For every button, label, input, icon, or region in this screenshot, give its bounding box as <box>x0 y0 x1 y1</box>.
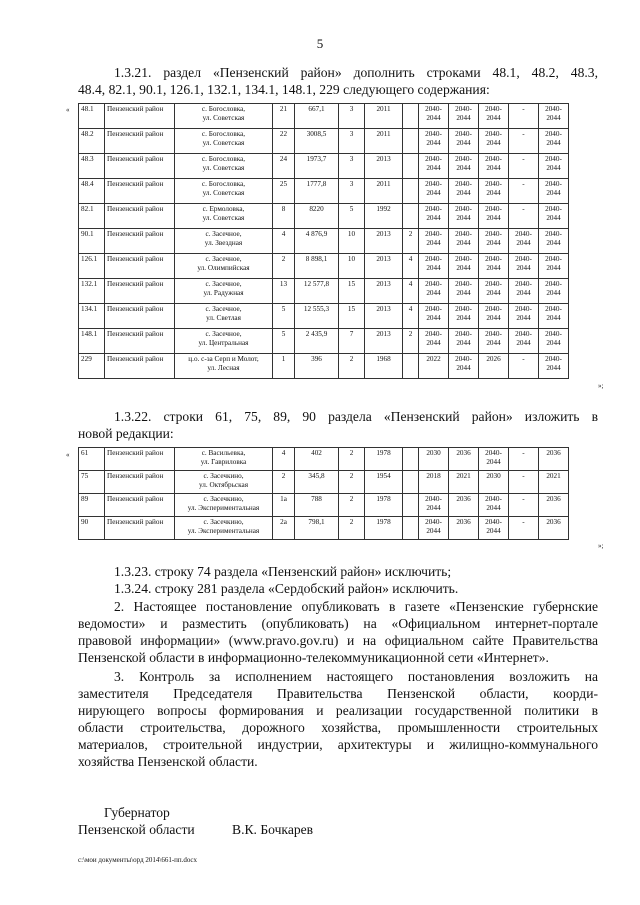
table-cell-year: 1992 <box>365 204 403 229</box>
table-cell-floors: 2 <box>339 517 365 540</box>
paragraph-1-3-24 <box>78 580 598 597</box>
address-line-1: с. Засечное, <box>205 305 242 313</box>
table-cell-district: Пензенский район <box>105 154 175 179</box>
paragraph-line: 3. Контроль за исполнением настоящего постановления возложить на <box>114 669 598 684</box>
table-cell-house: 24 <box>273 154 295 179</box>
table-cell-area: 396 <box>295 354 339 379</box>
table-cell-floors: 3 <box>339 179 365 204</box>
table-cell-house: 8 <box>273 204 295 229</box>
table-cell-p5: 2040-2044 <box>539 104 569 129</box>
table-cell-p1: 2040-2044 <box>419 517 449 540</box>
table-cell-district: Пензенский район <box>105 448 175 471</box>
table-cell-num: 82.1 <box>79 204 105 229</box>
table-cell-p2: 2040-2044 <box>449 104 479 129</box>
table-cell-num: 48.4 <box>79 179 105 204</box>
table-cell-floors: 2 <box>339 354 365 379</box>
table-cell-district: Пензенский район <box>105 494 175 517</box>
table-cell-area: 8 898,1 <box>295 254 339 279</box>
paragraph-line: хозяйства Пензенской области. <box>78 754 258 769</box>
table-cell-p1: 2040-2044 <box>419 229 449 254</box>
table-cell-year: 1968 <box>365 354 403 379</box>
table-cell-district: Пензенский район <box>105 179 175 204</box>
table-cell-p2: 2040-2044 <box>449 129 479 154</box>
table-cell-p1: 2040-2044 <box>419 254 449 279</box>
table-cell-p4: - <box>509 354 539 379</box>
table-cell-p5: 2021 <box>539 471 569 494</box>
table-cell-area: 788 <box>295 494 339 517</box>
table-cell-p4: 2040-2044 <box>509 229 539 254</box>
table-cell-p5: 2040-2044 <box>539 179 569 204</box>
table-close-quote: »; <box>598 542 604 550</box>
table-cell-num: 134.1 <box>79 304 105 329</box>
table-cell-p3: 2040-2044 <box>479 154 509 179</box>
table-cell-extra <box>403 104 419 129</box>
table-cell-p5: 2040-2044 <box>539 154 569 179</box>
table-cell-house: 1 <box>273 354 295 379</box>
table-open-quote: « <box>66 106 70 114</box>
table-cell-p1: 2040-2044 <box>419 329 449 354</box>
table-cell-p2: 2040-2044 <box>449 354 479 379</box>
table-cell-year: 2013 <box>365 279 403 304</box>
table-cell-year: 1978 <box>365 494 403 517</box>
table-row <box>79 179 569 204</box>
table-row <box>79 494 569 517</box>
table-cell-district: Пензенский район <box>105 279 175 304</box>
table-cell-p3: 2040-2044 <box>479 448 509 471</box>
table-cell-p5: 2036 <box>539 517 569 540</box>
table-cell-p5: 2036 <box>539 448 569 471</box>
table-cell-p4: - <box>509 204 539 229</box>
paragraph-1-3-21 <box>78 64 598 98</box>
address-line-1: с. Засечкино, <box>203 472 244 480</box>
address-line-1: с. Засечкино, <box>203 518 244 526</box>
table-cell-address <box>175 204 273 229</box>
table-cell-p2: 2040-2044 <box>449 329 479 354</box>
table-cell-floors: 2 <box>339 448 365 471</box>
address-line-2: ул. Советская <box>202 213 245 222</box>
address-line-1: ц.о. с-за Серп и Молот, <box>188 355 259 363</box>
table-cell-p3: 2040-2044 <box>479 179 509 204</box>
table-cell-house: 2 <box>273 471 295 494</box>
address-line-1: с. Засечное, <box>205 330 242 338</box>
table-cell-district: Пензенский район <box>105 354 175 379</box>
table-cell-p5: 2040-2044 <box>539 204 569 229</box>
address-line-2: ул. Гавриловка <box>200 457 247 466</box>
table-cell-address <box>175 329 273 354</box>
paragraph-line: материалов, строительной индустрии, архитектуры и жилищно-коммунального <box>78 737 598 752</box>
table-cell-p3: 2040-2044 <box>479 204 509 229</box>
table-cell-district: Пензенский район <box>105 329 175 354</box>
table-cell-p1: 2030 <box>419 448 449 471</box>
paragraph-line: 1.3.21. раздел «Пензенский район» дополнить строками 48.1, 48.2, 48.3, <box>114 65 598 80</box>
table-cell-district: Пензенский район <box>105 517 175 540</box>
table-cell-p1: 2040-2044 <box>419 104 449 129</box>
table-cell-extra <box>403 179 419 204</box>
table-cell-p4: - <box>509 494 539 517</box>
address-line-1: с. Богословка, <box>201 180 246 188</box>
table-cell-floors: 2 <box>339 471 365 494</box>
address-line-1: с. Богословка, <box>201 155 246 163</box>
table-cell-address <box>175 154 273 179</box>
table-cell-address <box>175 254 273 279</box>
table-cell-year: 2013 <box>365 254 403 279</box>
address-line-1: с. Засечкино, <box>203 495 244 503</box>
table-cell-p3: 2040-2044 <box>479 304 509 329</box>
table-cell-num: 48.1 <box>79 104 105 129</box>
table-cell-p3: 2040-2044 <box>479 129 509 154</box>
table-cell-extra <box>403 154 419 179</box>
table-cell-year: 1954 <box>365 471 403 494</box>
address-line-2: ул. Советская <box>202 188 245 197</box>
table-cell-extra <box>403 494 419 517</box>
table-cell-house: 1а <box>273 494 295 517</box>
table-cell-num: 229 <box>79 354 105 379</box>
table-cell-area: 2 435,9 <box>295 329 339 354</box>
table-cell-area: 345,8 <box>295 471 339 494</box>
address-line-2: ул. Советская <box>202 163 245 172</box>
table-cell-p1: 2040-2044 <box>419 304 449 329</box>
housing-table-revised <box>78 447 569 540</box>
table-cell-year: 2013 <box>365 229 403 254</box>
table-cell-year: 2011 <box>365 104 403 129</box>
table-row <box>79 229 569 254</box>
table-cell-address <box>175 279 273 304</box>
table-cell-extra: 4 <box>403 254 419 279</box>
table-cell-p2: 2036 <box>449 494 479 517</box>
table-cell-address <box>175 354 273 379</box>
table-cell-house: 13 <box>273 279 295 304</box>
table-cell-address <box>175 129 273 154</box>
address-line-1: с. Засечное, <box>205 280 242 288</box>
table-cell-house: 4 <box>273 448 295 471</box>
table-cell-house: 5 <box>273 304 295 329</box>
table-cell-p4: - <box>509 179 539 204</box>
table-cell-extra <box>403 517 419 540</box>
table-cell-extra <box>403 354 419 379</box>
table-cell-p5: 2036 <box>539 494 569 517</box>
table-row <box>79 354 569 379</box>
table-row <box>79 104 569 129</box>
table-cell-p2: 2040-2044 <box>449 279 479 304</box>
table-cell-floors: 3 <box>339 154 365 179</box>
table-cell-num: 89 <box>79 494 105 517</box>
table-row <box>79 471 569 494</box>
paragraph-line: правовой информации» (www.pravo.gov.ru) и на официальном сайте Правительства <box>78 633 598 648</box>
address-line-2: ул. Олимпийская <box>197 263 250 272</box>
table-cell-p5: 2040-2044 <box>539 304 569 329</box>
table-cell-num: 126.1 <box>79 254 105 279</box>
table-row <box>79 154 569 179</box>
table-cell-p3: 2040-2044 <box>479 254 509 279</box>
address-line-2: ул. Светлая <box>206 313 241 322</box>
table-cell-p4: - <box>509 129 539 154</box>
table-cell-p4: - <box>509 517 539 540</box>
address-line-2: ул. Экспериментальная <box>187 526 260 535</box>
table-row <box>79 517 569 540</box>
table-cell-area: 1973,7 <box>295 154 339 179</box>
table-cell-extra <box>403 448 419 471</box>
paragraph-line: заместителя Председателя Правительства Пензенской области, коорди- <box>78 686 598 701</box>
table-cell-floors: 3 <box>339 129 365 154</box>
table-cell-floors: 15 <box>339 279 365 304</box>
table-cell-p2: 2040-2044 <box>449 154 479 179</box>
paragraph-line: 48.4, 82.1, 90.1, 126.1, 132.1, 134.1, 148.1, 229 следующего содержания: <box>78 82 490 97</box>
housing-table-additions <box>78 103 569 379</box>
table-cell-area: 667,1 <box>295 104 339 129</box>
table-row <box>79 279 569 304</box>
table-row <box>79 304 569 329</box>
address-line-2: ул. Октябрьская <box>199 480 248 489</box>
paragraph-line: 2. Настоящее постановление опубликовать в газете «Пензенские губернские <box>114 599 598 614</box>
signature-title-line-1: Губернатор <box>104 805 170 820</box>
table-cell-area: 8220 <box>295 204 339 229</box>
table-cell-address <box>175 517 273 540</box>
table-cell-p1: 2040-2044 <box>419 494 449 517</box>
table-cell-p1: 2022 <box>419 354 449 379</box>
table-cell-num: 75 <box>79 471 105 494</box>
table-cell-p5: 2040-2044 <box>539 354 569 379</box>
address-line-2: ул. Центральная <box>198 338 249 347</box>
table-row <box>79 129 569 154</box>
table-cell-address <box>175 179 273 204</box>
table-cell-num: 90.1 <box>79 229 105 254</box>
table-cell-p4: - <box>509 448 539 471</box>
table-cell-area: 402 <box>295 448 339 471</box>
table-cell-p3: 2040-2044 <box>479 229 509 254</box>
table-cell-p5: 2040-2044 <box>539 229 569 254</box>
table-cell-num: 90 <box>79 517 105 540</box>
table-cell-p5: 2040-2044 <box>539 254 569 279</box>
table-cell-p3: 2030 <box>479 471 509 494</box>
table-cell-year: 2011 <box>365 179 403 204</box>
address-line-1: с. Богословка, <box>201 105 246 113</box>
table-close-quote: »; <box>598 382 604 390</box>
table-cell-p4: 2040-2044 <box>509 304 539 329</box>
table-cell-house: 22 <box>273 129 295 154</box>
table-cell-p4: 2040-2044 <box>509 329 539 354</box>
address-line-1: с. Ермоловка, <box>202 205 245 213</box>
table-cell-area: 4 876,9 <box>295 229 339 254</box>
paragraph-3 <box>78 668 598 770</box>
table-cell-floors: 3 <box>339 104 365 129</box>
table-cell-p5: 2040-2044 <box>539 329 569 354</box>
table-cell-year: 2013 <box>365 329 403 354</box>
table-cell-year: 2013 <box>365 304 403 329</box>
table-cell-p3: 2040-2044 <box>479 329 509 354</box>
table-cell-p4: - <box>509 104 539 129</box>
table-cell-district: Пензенский район <box>105 304 175 329</box>
table-row <box>79 329 569 354</box>
table-cell-house: 21 <box>273 104 295 129</box>
table-cell-house: 2 <box>273 254 295 279</box>
paragraph-line: 1.3.24. строку 281 раздела «Сердобский район» исключить. <box>114 581 459 596</box>
table-cell-num: 148.1 <box>79 329 105 354</box>
table-cell-extra: 4 <box>403 279 419 304</box>
table-cell-extra: 4 <box>403 304 419 329</box>
table-row <box>79 204 569 229</box>
table-cell-p2: 2036 <box>449 448 479 471</box>
table-row <box>79 254 569 279</box>
paragraph-line: 1.3.23. строку 74 раздела «Пензенский район» исключить; <box>114 564 452 579</box>
table-cell-p2: 2040-2044 <box>449 229 479 254</box>
paragraph-line: Пензенской области в информационно-телекоммуникационной сети «Интернет». <box>78 650 549 665</box>
table-cell-p1: 2040-2044 <box>419 129 449 154</box>
paragraph-2 <box>78 598 598 666</box>
address-line-1: с. Засечное, <box>205 255 242 263</box>
paragraph-line: новой редакции: <box>78 426 174 441</box>
table-cell-year: 2013 <box>365 154 403 179</box>
table-cell-floors: 5 <box>339 204 365 229</box>
address-line-2: ул. Экспериментальная <box>187 503 260 512</box>
table-cell-p2: 2040-2044 <box>449 254 479 279</box>
address-line-2: ул. Советская <box>202 113 245 122</box>
table-cell-house: 2а <box>273 517 295 540</box>
paragraph-line: ведомости» и разместить (опубликовать) на «Официальном интернет-портале <box>78 616 598 631</box>
page-number: 5 <box>316 36 324 51</box>
table-cell-floors: 15 <box>339 304 365 329</box>
address-line-1: с. Богословка, <box>201 130 246 138</box>
table-cell-area: 12 577,8 <box>295 279 339 304</box>
address-line-2: ул. Звездная <box>204 238 243 247</box>
table-cell-p1: 2040-2044 <box>419 204 449 229</box>
table-cell-p3: 2026 <box>479 354 509 379</box>
table-cell-p5: 2040-2044 <box>539 129 569 154</box>
table-cell-p1: 2040-2044 <box>419 179 449 204</box>
table-cell-floors: 10 <box>339 229 365 254</box>
table-cell-p3: 2040-2044 <box>479 517 509 540</box>
table-cell-floors: 2 <box>339 494 365 517</box>
table-cell-p1: 2040-2044 <box>419 154 449 179</box>
table-cell-extra: 2 <box>403 229 419 254</box>
paragraph-line: области строительства, дорожного хозяйства, промышленности строительных <box>78 720 598 735</box>
table-cell-district: Пензенский район <box>105 204 175 229</box>
table-cell-district: Пензенский район <box>105 229 175 254</box>
table-cell-year: 1978 <box>365 517 403 540</box>
table-cell-year: 1978 <box>365 448 403 471</box>
footer-file-path: c:\мои документы\орд 2014\661-пп.docx <box>78 856 198 864</box>
address-line-1: с. Засечное, <box>205 230 242 238</box>
table-cell-p5: 2040-2044 <box>539 279 569 304</box>
paragraph-line: нирующего вопросы формирования и реализации государственной политики в <box>78 703 598 718</box>
table-cell-extra: 2 <box>403 329 419 354</box>
paragraph-line: 1.3.22. строки 61, 75, 89, 90 раздела «Пензенский район» изложить в <box>114 409 598 424</box>
table-cell-address <box>175 494 273 517</box>
table-cell-house: 4 <box>273 229 295 254</box>
table-cell-area: 3008,5 <box>295 129 339 154</box>
table-cell-area: 12 555,3 <box>295 304 339 329</box>
table-row <box>79 448 569 471</box>
table-cell-num: 48.2 <box>79 129 105 154</box>
table-cell-p4: - <box>509 154 539 179</box>
table-cell-address <box>175 471 273 494</box>
table-cell-address <box>175 448 273 471</box>
table-cell-p4: - <box>509 471 539 494</box>
paragraph-1-3-23 <box>78 563 598 580</box>
table-cell-p2: 2040-2044 <box>449 179 479 204</box>
address-line-2: ул. Советская <box>202 138 245 147</box>
table-cell-extra <box>403 204 419 229</box>
table-cell-address <box>175 304 273 329</box>
table-cell-floors: 10 <box>339 254 365 279</box>
table-cell-floors: 7 <box>339 329 365 354</box>
table-cell-p3: 2040-2044 <box>479 104 509 129</box>
table-open-quote: « <box>66 451 70 459</box>
table-cell-area: 798,1 <box>295 517 339 540</box>
address-line-2: ул. Радужная <box>203 288 244 297</box>
table-cell-num: 61 <box>79 448 105 471</box>
table-cell-district: Пензенский район <box>105 104 175 129</box>
signature-name: В.К. Бочкарев <box>232 822 314 837</box>
table-cell-house: 5 <box>273 329 295 354</box>
table-cell-extra <box>403 471 419 494</box>
table-cell-address <box>175 229 273 254</box>
table-cell-num: 48.3 <box>79 154 105 179</box>
table-cell-district: Пензенский район <box>105 254 175 279</box>
paragraph-1-3-22 <box>78 408 598 442</box>
address-line-2: ул. Лесная <box>207 363 240 372</box>
address-line-1: с. Васильевка, <box>201 449 246 457</box>
table-cell-p4: 2040-2044 <box>509 279 539 304</box>
table-cell-district: Пензенский район <box>105 471 175 494</box>
table-cell-p1: 2040-2044 <box>419 279 449 304</box>
table-cell-p2: 2040-2044 <box>449 304 479 329</box>
table-cell-p4: 2040-2044 <box>509 254 539 279</box>
table-cell-p2: 2036 <box>449 517 479 540</box>
table-cell-house: 25 <box>273 179 295 204</box>
table-cell-p1: 2018 <box>419 471 449 494</box>
table-cell-address <box>175 104 273 129</box>
table-cell-num: 132.1 <box>79 279 105 304</box>
table-cell-area: 1777,8 <box>295 179 339 204</box>
table-cell-p2: 2040-2044 <box>449 204 479 229</box>
table-cell-p3: 2040-2044 <box>479 279 509 304</box>
table-cell-district: Пензенский район <box>105 129 175 154</box>
table-cell-extra <box>403 129 419 154</box>
table-cell-year: 2011 <box>365 129 403 154</box>
signature-title-line-2: Пензенской области <box>78 822 195 837</box>
table-cell-p2: 2021 <box>449 471 479 494</box>
table-cell-p3: 2040-2044 <box>479 494 509 517</box>
